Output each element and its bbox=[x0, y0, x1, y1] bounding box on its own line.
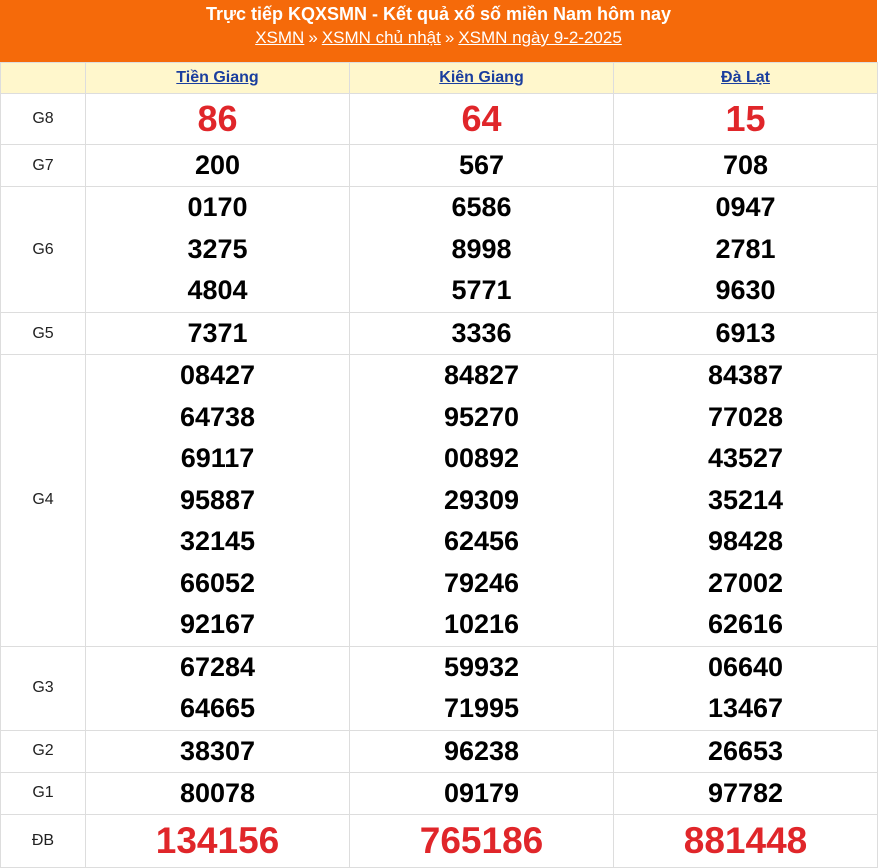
prize-row-g2 bbox=[1, 730, 878, 772]
breadcrumb-xsmn-sunday[interactable]: XSMN chủ nhật bbox=[321, 28, 441, 47]
province-header-cell bbox=[614, 63, 878, 94]
result-cell bbox=[614, 646, 878, 730]
result-cell bbox=[350, 313, 614, 355]
result-number: 09179 bbox=[443, 777, 520, 808]
result-cell bbox=[86, 646, 350, 730]
result-cell bbox=[86, 145, 350, 187]
results-header bbox=[0, 0, 877, 62]
prize-label: G5 bbox=[1, 313, 86, 355]
result-cell bbox=[86, 814, 350, 867]
result-number: 200 bbox=[194, 150, 241, 180]
result-number: 4804 bbox=[187, 275, 248, 306]
province-header-row bbox=[1, 63, 878, 94]
result-cell bbox=[614, 772, 878, 814]
jackpot-number: 881448 bbox=[683, 819, 808, 861]
result-number: 80078 bbox=[179, 777, 256, 808]
result-cell bbox=[86, 94, 350, 145]
prize-row-special bbox=[1, 814, 878, 867]
result-cell bbox=[614, 94, 878, 145]
result-number: 7371 bbox=[187, 318, 248, 348]
result-number: 79246 bbox=[443, 567, 520, 598]
prize-row-g4 bbox=[1, 355, 878, 647]
result-cell bbox=[86, 355, 350, 647]
result-number: 0170 bbox=[187, 192, 248, 223]
result-number: 97782 bbox=[707, 777, 784, 808]
result-number: 3336 bbox=[451, 318, 512, 348]
result-number: 62456 bbox=[443, 526, 520, 556]
result-number: 5771 bbox=[451, 275, 512, 306]
result-number: 13467 bbox=[707, 693, 784, 723]
prize-row-g7 bbox=[1, 145, 878, 187]
result-cell bbox=[350, 772, 614, 814]
result-number: 62616 bbox=[707, 609, 784, 639]
result-cell bbox=[350, 646, 614, 730]
result-number: 84827 bbox=[443, 360, 520, 390]
result-number: 43527 bbox=[707, 443, 784, 473]
result-number: 0947 bbox=[715, 192, 776, 223]
result-number: 95887 bbox=[179, 484, 256, 515]
prize-label: G7 bbox=[1, 145, 86, 187]
result-number: 9630 bbox=[715, 275, 776, 306]
prize-row-g3 bbox=[1, 646, 878, 730]
result-number: 2781 bbox=[715, 233, 776, 264]
prize-label: ĐB bbox=[1, 814, 86, 867]
result-number: 84387 bbox=[707, 360, 784, 390]
result-number: 3275 bbox=[187, 233, 248, 264]
results-table bbox=[0, 62, 878, 868]
province-header-cell bbox=[86, 63, 350, 94]
result-cell bbox=[86, 772, 350, 814]
prize-row-g5 bbox=[1, 313, 878, 355]
result-number: 98428 bbox=[707, 526, 784, 556]
prize-label: G1 bbox=[1, 772, 86, 814]
result-number: 35214 bbox=[707, 484, 784, 515]
result-number: 08427 bbox=[179, 360, 256, 390]
result-number: 95270 bbox=[443, 401, 520, 432]
result-cell bbox=[86, 187, 350, 313]
prize-label: G8 bbox=[1, 94, 86, 145]
result-number: 64 bbox=[461, 98, 502, 139]
breadcrumb-xsmn-date[interactable]: XSMN ngày 9-2-2025 bbox=[458, 28, 622, 47]
result-number: 708 bbox=[722, 150, 769, 180]
page-title: Trực tiếp KQXSMN - Kết quả xổ số miền Nam hôm nay bbox=[205, 4, 672, 24]
jackpot-number: 134156 bbox=[155, 819, 280, 861]
prize-row-g1 bbox=[1, 772, 878, 814]
result-cell bbox=[86, 313, 350, 355]
breadcrumb-separator: » bbox=[444, 28, 455, 47]
result-number: 10216 bbox=[443, 609, 520, 639]
prize-row-g6 bbox=[1, 187, 878, 313]
result-cell bbox=[350, 814, 614, 867]
result-number: 27002 bbox=[707, 567, 784, 598]
result-cell bbox=[614, 814, 878, 867]
result-number: 567 bbox=[458, 150, 505, 180]
jackpot-number: 765186 bbox=[419, 819, 544, 861]
prize-label: G2 bbox=[1, 730, 86, 772]
result-number: 86 bbox=[197, 98, 238, 139]
breadcrumb bbox=[0, 28, 877, 48]
result-cell bbox=[614, 730, 878, 772]
result-cell bbox=[614, 187, 878, 313]
result-number: 6586 bbox=[451, 192, 512, 223]
result-number: 15 bbox=[725, 98, 766, 139]
result-number: 64738 bbox=[179, 401, 256, 432]
result-number: 64665 bbox=[179, 693, 256, 723]
result-number: 67284 bbox=[179, 651, 256, 682]
result-cell bbox=[350, 187, 614, 313]
result-cell bbox=[614, 313, 878, 355]
corner-cell bbox=[1, 63, 86, 94]
province-link-kien-giang[interactable]: Kiên Giang bbox=[439, 69, 524, 86]
breadcrumb-separator: » bbox=[308, 28, 318, 47]
prize-label: G3 bbox=[1, 646, 86, 730]
province-link-tien-giang[interactable]: Tiền Giang bbox=[176, 69, 259, 86]
result-number: 32145 bbox=[179, 526, 256, 556]
province-link-da-lat[interactable]: Đà Lạt bbox=[721, 69, 770, 86]
result-number: 69117 bbox=[180, 443, 255, 473]
result-number: 00892 bbox=[443, 443, 520, 473]
result-cell bbox=[350, 94, 614, 145]
result-number: 8998 bbox=[451, 233, 512, 264]
result-cell bbox=[614, 145, 878, 187]
prize-row-g8 bbox=[1, 94, 878, 145]
result-cell bbox=[614, 355, 878, 647]
result-number: 96238 bbox=[443, 735, 520, 766]
province-header-cell bbox=[350, 63, 614, 94]
prize-label: G4 bbox=[1, 355, 86, 647]
result-cell bbox=[350, 145, 614, 187]
result-number: 92167 bbox=[179, 609, 256, 639]
result-cell bbox=[86, 730, 350, 772]
result-number: 26653 bbox=[707, 735, 784, 766]
breadcrumb-xsmn[interactable]: XSMN bbox=[255, 28, 305, 47]
result-number: 77028 bbox=[707, 401, 784, 432]
result-cell bbox=[350, 355, 614, 647]
result-number: 29309 bbox=[443, 484, 520, 515]
result-cell bbox=[350, 730, 614, 772]
result-number: 66052 bbox=[179, 567, 256, 598]
result-number: 06640 bbox=[707, 651, 784, 682]
result-number: 38307 bbox=[179, 735, 256, 766]
result-number: 71995 bbox=[443, 693, 520, 723]
result-number: 59932 bbox=[443, 651, 520, 682]
result-number: 6913 bbox=[715, 318, 776, 348]
prize-label: G6 bbox=[1, 187, 86, 313]
